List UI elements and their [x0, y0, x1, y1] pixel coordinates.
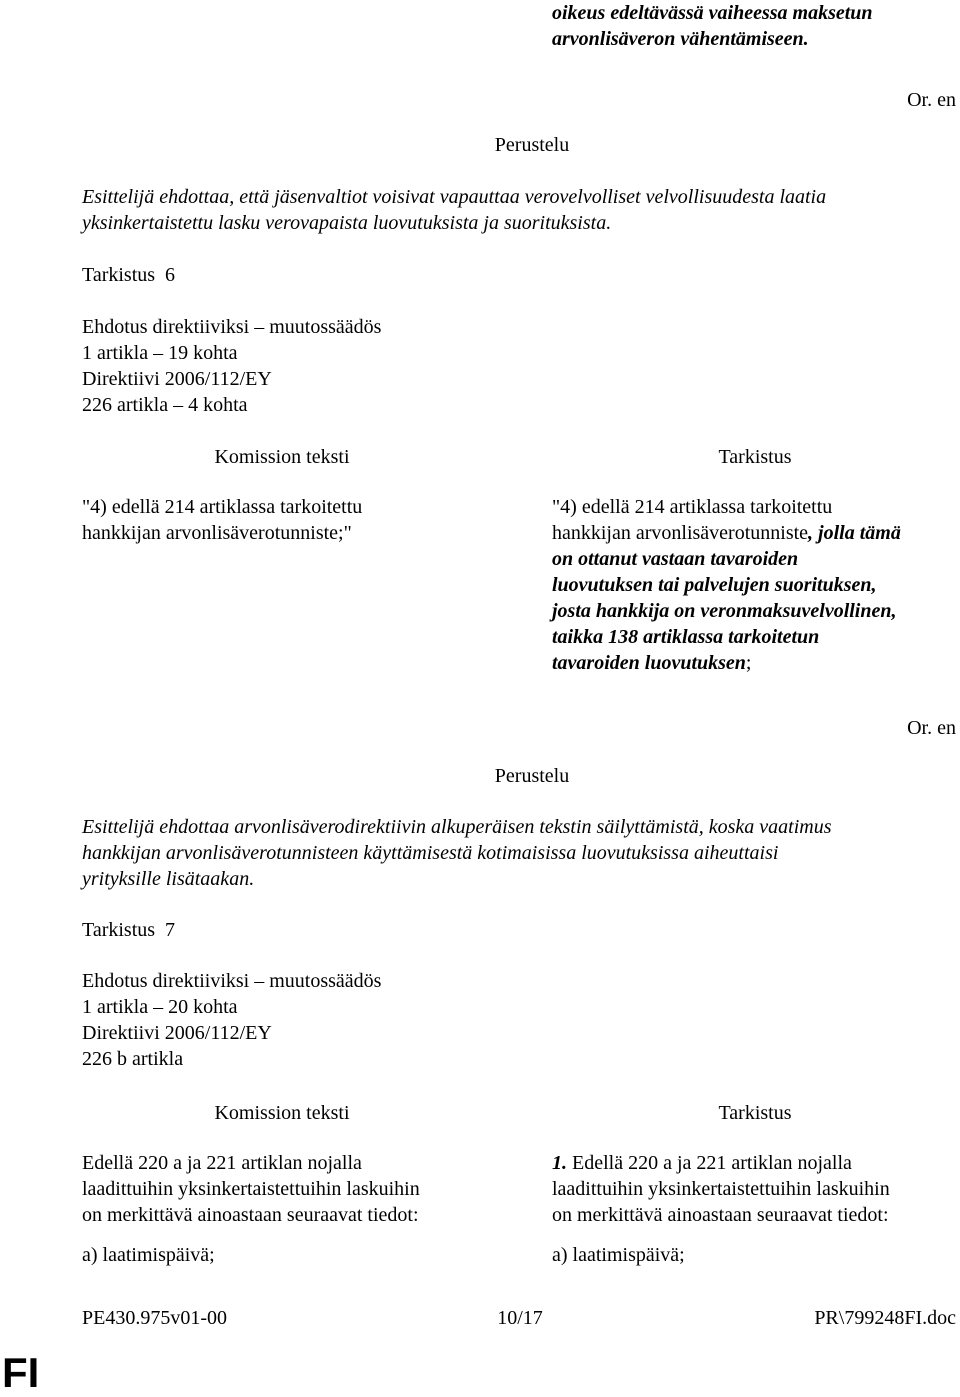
amendment-text-line-5: josta hankkija on veronmaksuvelvollinen, [552, 600, 897, 622]
justification-heading-2: Perustelu [494, 765, 570, 787]
amendment-text-column-2 [552, 1150, 958, 1268]
justification-2-line-2: hankkijan arvonlisäverotunnisteen käyttämisestä kotimaisissa luovutuksissa aiheuttaisi [82, 842, 779, 864]
footer-page-number: 10/17 [497, 1307, 543, 1329]
directive-reference: Direktiivi 2006/112/EY [82, 1022, 272, 1044]
commission-text-heading: Komission teksti [214, 446, 350, 468]
justification-text-2 [82, 814, 958, 892]
justification-text [82, 184, 958, 236]
footer-doc-ref: PE430.975v01-00 [82, 1307, 227, 1329]
amendment-text-line-4: luovutuksen tai palvelujen suorituksen, [552, 574, 877, 596]
amendment-text-plain: hankkijan arvonlisäverotunniste [552, 522, 809, 544]
previous-amendment-line-2: arvonlisäveron vähentämiseen. [552, 28, 809, 50]
footer-file-ref: PR\799248FI.doc [814, 1307, 956, 1329]
commission-text-heading-2: Komission teksti [214, 1102, 350, 1124]
commission-text-line-3: on merkittävä ainoastaan seuraavat tiedot: [82, 1204, 419, 1226]
original-language-label-2: Or. en [907, 717, 956, 739]
commission-text-line-2: laadittuihin yksinkertaistettuihin laskuihin [82, 1178, 420, 1200]
article-reference: 1 artikla – 19 kohta [82, 342, 238, 364]
amendment-7-title [82, 917, 175, 943]
amendment-text-line-7 [552, 650, 960, 676]
amendment-text-line-1: "4) edellä 214 artiklassa tarkoitettu [552, 496, 833, 518]
original-language-label: Or. en [907, 89, 956, 111]
amendment-text-line-3: on ottanut vastaan tavaroiden [552, 548, 799, 570]
commission-text-line-1: Edellä 220 a ja 221 artiklan nojalla [82, 1152, 362, 1174]
amendment-text-semicolon: ; [745, 652, 752, 674]
amendment-heading-2: Tarkistus [718, 1102, 792, 1124]
amendment-6-reference [82, 314, 682, 418]
amendment-text-column [552, 494, 960, 676]
previous-amendment-line-1: oikeus edeltävässä vaiheessa maksetun [552, 2, 873, 24]
amendment-text-line-2: laadittuihin yksinkertaistettuihin laskuihin [552, 1178, 890, 1200]
commission-text-column-2 [82, 1150, 522, 1268]
justification-heading: Perustelu [494, 134, 570, 156]
amendment-6-title [82, 262, 175, 288]
amendment-7-reference [82, 968, 682, 1072]
amendment-text-line-1 [552, 1150, 958, 1176]
commission-text-item-a: a) laatimispäivä; [82, 1244, 215, 1266]
proposal-title: Ehdotus direktiiviksi – muutossäädös [82, 970, 382, 992]
justification-2-line-1: Esittelijä ehdottaa arvonlisäverodirektiivin alkuperäisen tekstin säilyttämistä, koska vaatimus [82, 816, 832, 838]
justification-line-2: yksinkertaistettu lasku verovapaista luovutuksista ja suorituksista. [82, 212, 612, 234]
amendment-text-added-end: tavaroiden luovutuksen [552, 652, 746, 674]
amendment-paragraph-number: 1. [552, 1152, 567, 1174]
directive-article-reference: 226 b artikla [82, 1048, 184, 1070]
amendment-text-added: , jolla tämä [808, 522, 901, 544]
article-reference: 1 artikla – 20 kohta [82, 996, 238, 1018]
amendment-text-item-a: a) laatimispäivä; [552, 1244, 685, 1266]
proposal-title: Ehdotus direktiiviksi – muutossäädös [82, 316, 382, 338]
amendment-text-line-6: taikka 138 artiklassa tarkoitetun [552, 626, 820, 648]
amendment-title-text: Tarkistus 7 [82, 919, 176, 941]
justification-2-line-3: yrityksille lisätaakan. [82, 868, 255, 890]
directive-reference: Direktiivi 2006/112/EY [82, 368, 272, 390]
amendment-title-text: Tarkistus 6 [82, 264, 176, 286]
commission-text-line-1: "4) edellä 214 artiklassa tarkoitettu [82, 496, 363, 518]
footer-language-code: FI [2, 1349, 40, 1396]
previous-amendment-tail [552, 0, 952, 52]
amendment-text-line-3: on merkittävä ainoastaan seuraavat tiedot: [552, 1204, 889, 1226]
commission-text-column [82, 494, 502, 546]
justification-line-1: Esittelijä ehdottaa, että jäsenvaltiot voisivat vapauttaa verovelvolliset velvollisuudesta laatia [82, 186, 827, 208]
commission-text-line-2: hankkijan arvonlisäverotunniste;" [82, 522, 352, 544]
amendment-heading: Tarkistus [718, 446, 792, 468]
directive-article-reference: 226 artikla – 4 kohta [82, 394, 248, 416]
amendment-text-line-2 [552, 520, 960, 546]
amendment-text-plain: Edellä 220 a ja 221 artiklan nojalla [567, 1152, 852, 1174]
